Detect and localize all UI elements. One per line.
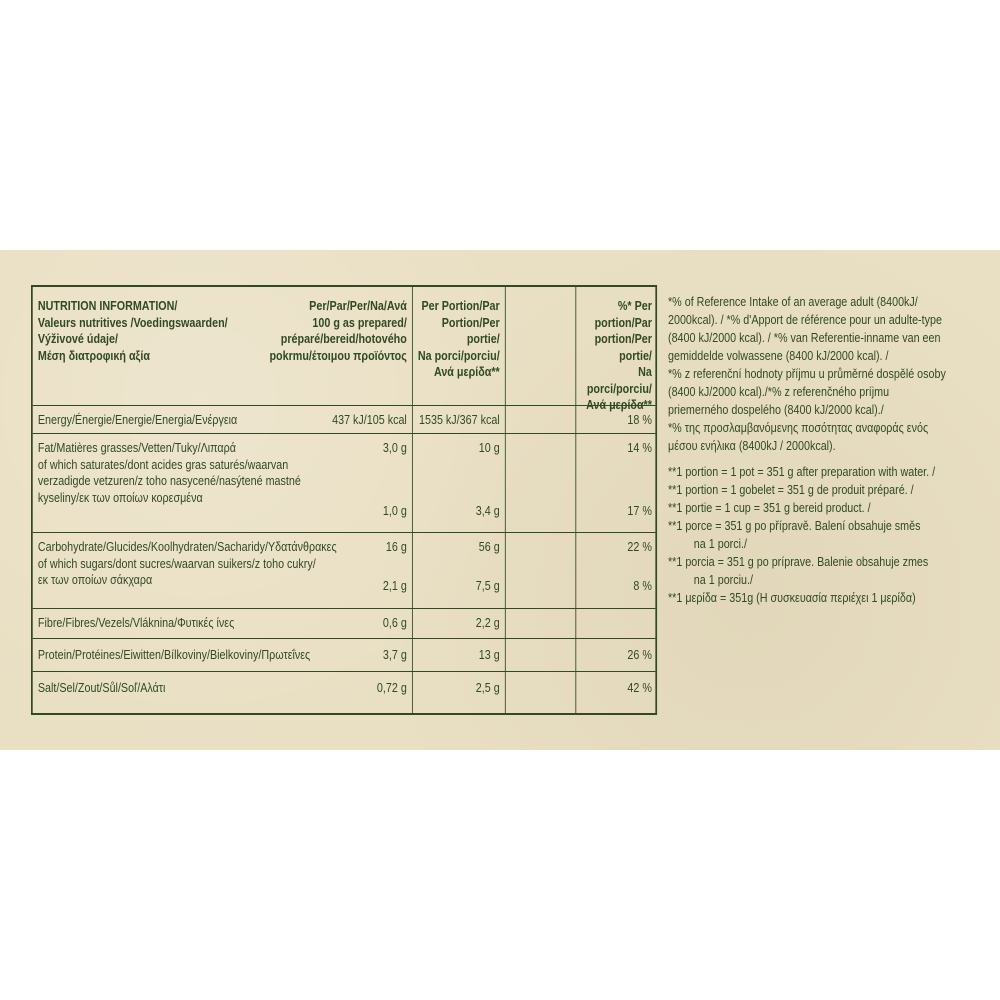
header-line: Ανά μερίδα** [433,365,500,379]
table-row-fat [33,433,656,532]
value-reference-intake: 22 % [627,540,652,554]
note-line: **1 portie = 1 cup = 351 g bereid product. / [668,501,871,515]
note-line: (8400 kJ/2000 kcal). / *% van Referentie-inname van een [668,331,941,345]
table-row-energy [33,405,656,433]
header-line: Výživové údaje/ [37,332,118,346]
value-per-portion: 7,5 g [475,579,500,593]
footnotes [668,293,998,615]
note-line: gemiddelde volwassene (8400 kJ/2000 kcal). / [668,349,889,363]
header-line: Na porci/porciu/ [417,348,500,363]
header-line: Na porci/porciu/ [586,365,652,396]
note-line: **1 porcia = 351 g po príprave. Balenie obsahuje zmes [668,555,929,569]
header-line: Valeurs nutritives /Voedingswaarden/ [37,315,228,330]
value-per-portion: 1535 kJ/367 kcal [419,413,500,427]
header-per-portion [412,295,505,384]
value-per-100g: 437 kJ/105 kcal [332,413,407,427]
table-row-salt [33,671,656,713]
header-line: %* Per portion/Par [594,299,652,330]
nutrition-table [31,285,657,715]
nutrient-line: Fat/Matières grasses/Vetten/Tuky/Λιπαρά [37,441,236,455]
header-line: pokrmu/έτοιμου προϊόντος [269,348,407,363]
value-per-100g: 0,72 g [376,681,407,695]
value-per-100g: 3,0 g [382,441,407,455]
value-reference-intake: 42 % [627,681,652,695]
value-reference-intake: 18 % [627,413,652,427]
header-line: Per/Par/Per/Na/Ανά [309,299,407,313]
note-line: priemerného dospelého (8400 kJ/2000 kcal)./ [668,403,884,417]
nutrient-line: of which sugars/dont sucres/waarvan suikers/z toho cukry/ [37,556,316,571]
nutrient-line: of which saturates/dont acides gras saturés/waarvan [37,457,289,472]
header-line: Μέση διατροφική αξία [37,348,150,363]
note-line: (8400 kJ/2000 kcal)./*% z referenčného príjmu [668,385,890,399]
value-per-100g: 2,1 g [382,579,407,593]
value-reference-intake: 17 % [627,504,652,518]
note-line: na 1 porci./ [693,537,747,551]
value-per-100g: 1,0 g [382,504,407,518]
portion-note [668,463,998,607]
nutrient-line: Energy/Énergie/Energie/Energia/Ενέργεια [37,413,238,427]
value-per-100g: 3,7 g [382,648,407,662]
value-per-portion: 13 g [478,648,500,662]
note-line: **1 portion = 1 gobelet = 351 g de produit préparé. / [668,483,914,497]
header-line: préparé/bereid/hotového [280,332,407,346]
value-per-portion: 56 g [478,540,500,554]
reference-intake-note [668,293,998,455]
value-reference-intake: 14 % [627,441,652,455]
value-per-portion: 2,5 g [475,681,500,695]
value-per-portion: 10 g [478,441,500,455]
table-header-row [33,287,656,412]
value-reference-intake: 8 % [633,579,652,593]
table-row-protein [33,638,656,671]
table-row-fibre [33,608,656,638]
nutrient-line: εκ των οποίων σάκχαρα [37,573,153,587]
table-row-carbohydrate [33,532,656,608]
header-line: Per Portion/Par [421,299,500,313]
header-line: 100 g as prepared/ [312,315,407,330]
nutrient-line: Fibre/Fibres/Vezels/Vláknina/Φυτικές ίνες [37,616,235,630]
note-line: **1 portion = 1 pot = 351 g after preparation with water. / [668,465,936,479]
header-per-100g [248,295,412,367]
header-reference-intake [575,295,657,417]
value-per-portion: 2,2 g [475,616,500,630]
nutrient-line: Salt/Sel/Zout/Sůl/Soľ/Αλάτι [37,681,166,695]
note-line: *% z referenční hodnoty příjmu u průměrné dospělé osoby [668,367,946,381]
value-reference-intake [575,612,657,618]
header-line: portion/Per portie/ [594,332,652,363]
header-line: Ανά μερίδα** [586,398,652,412]
header-line: Portion/Per portie/ [441,315,500,346]
note-line: *% της προσλαμβανόμενης ποσότητας αναφοράς ενός [668,421,929,435]
note-line: **1 μερίδα = 351g (Η συσκευασία περιέχει 1 μερίδα) [668,591,916,605]
note-line: 2000kcal). / *% d'Apport de référence pour un adulte-type [668,313,942,327]
note-line: na 1 porciu./ [693,573,753,587]
note-line: μέσου ενήλικα (8400kJ / 2000kcal). [668,439,836,453]
value-per-100g: 16 g [385,540,407,554]
note-line: *% of Reference Intake of an average adult (8400kJ/ [668,295,918,309]
value-per-100g: 0,6 g [382,616,407,630]
nutrient-line: verzadigde vetzuren/z toho nasycené/nasýtené mastné [37,474,301,488]
value-per-portion: 3,4 g [475,504,500,518]
nutrient-line: Protein/Protéines/Eiwitten/Bílkoviny/Bielkoviny/Πρωτεΐνες [37,648,311,662]
value-reference-intake: 26 % [627,648,652,662]
nutrient-line: kyseliny/εκ των οποίων κορεσμένα [37,490,203,505]
header-line: NUTRITION INFORMATION/ [37,299,178,313]
nutrient-line: Carbohydrate/Glucides/Koolhydraten/Sacharidy/Υδατάνθρακες [37,540,337,554]
note-line: **1 porce = 351 g po přípravě. Balení obsahuje směs [668,519,921,533]
